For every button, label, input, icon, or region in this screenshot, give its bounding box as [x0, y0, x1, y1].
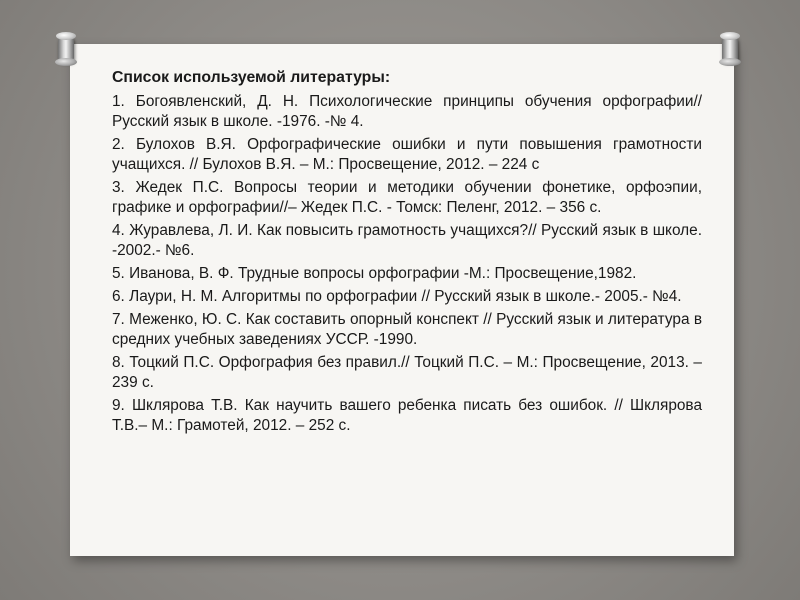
reference-item: 7. Меженко, Ю. С. Как составить опорный конспект // Русский язык и литература в средних учебных заведениях УССР. -1990.	[112, 311, 702, 348]
reference-item: 4. Журавлева, Л. И. Как повысить грамотность учащихся?// Русский язык в школе. -2002.- №6.	[112, 222, 702, 259]
reference-item: 6. Лаури, Н. М. Алгоритмы по орфографии // Русский язык в школе.- 2005.- №4.	[112, 288, 682, 305]
reference-item: 8. Тоцкий П.С. Орфография без правил.// Тоцкий П.С. – М.: Просвещение, 2013. – 239 с.	[112, 354, 702, 391]
slide-content	[112, 68, 702, 439]
reference-item: 2. Булохов В.Я. Орфографические ошибки и пути повышения грамотности учащихся. // Булохов В.Я. – М.: Просвещение, 2012. – 224 с	[112, 136, 702, 173]
reference-item: 9. Шклярова Т.В. Как научить вашего ребенка писать без ошибок. // Шклярова Т.В.– М.: Грамотей, 2012. – 252 с.	[112, 397, 702, 434]
pushpin-icon	[58, 36, 74, 62]
reference-item: 1. Богоявленский, Д. Н. Психологические принципы обучения орфографии//Русский язык в школе. -1976. -№ 4.	[112, 93, 702, 130]
reference-list	[112, 92, 702, 436]
pushpin-icon	[722, 36, 738, 62]
reference-item: 3. Жедек П.С. Вопросы теории и методики обучении фонетике, орфоэпии, графике и орфографии//– Жедек П.С. - Томск: Пеленг, 2012. – 356 с.	[112, 179, 702, 216]
page-title: Список используемой литературы:	[112, 69, 391, 86]
reference-item: 5. Иванова, В. Ф. Трудные вопросы орфографии -М.: Просвещение,1982.	[112, 265, 637, 282]
